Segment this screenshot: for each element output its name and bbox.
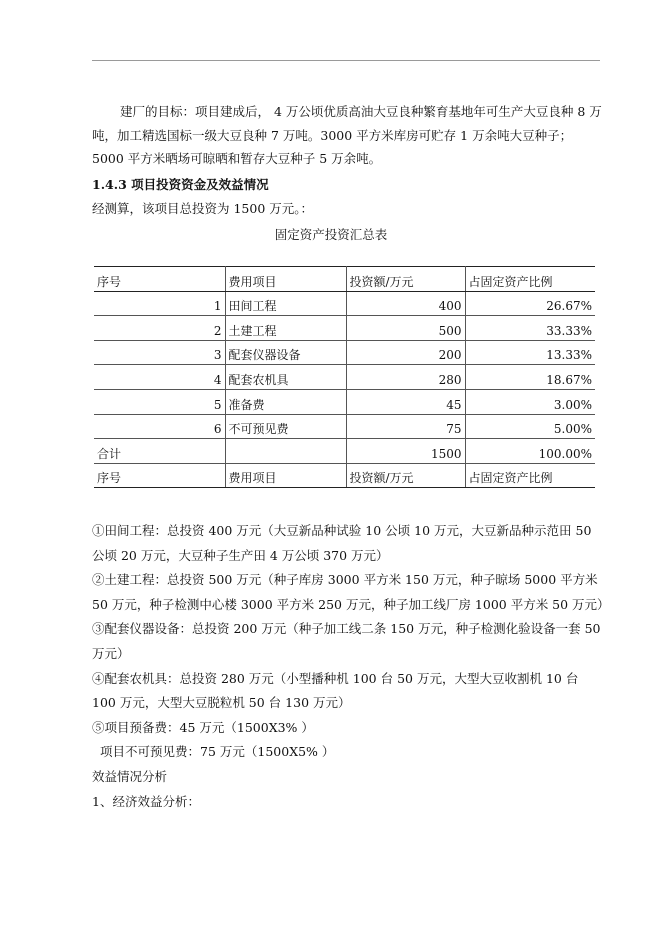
row-no: 6 — [94, 414, 225, 439]
row-no: 5 — [94, 389, 225, 414]
header-cell: 费用项目 — [225, 267, 346, 292]
row-ratio: 26.67% — [465, 291, 595, 316]
row-no: 2 — [94, 316, 225, 341]
intro-paragraph: 建厂的目标：项目建成后， 4 万公顷优质高油大豆良种繁育基地年可生产大豆良种 8 万吨，加工精选国标一级大豆良种 7 万吨。3000 平方米库房可贮存 1 万余吨大豆种子；5000 平方米晒场可晾晒和暂存大豆种子 5 万余吨。 — [92, 104, 602, 166]
item-field-engineering: ①田间工程：总投资 400 万元（大豆新品种试验 10 公顷 10 万元，大豆新品种示范田 50 公顷 20 万元，大豆种子生产田 4 万公顷 370 万元） — [92, 523, 592, 563]
item-contingency-fee: 项目不可预见费：75 万元（1500X5% ） — [100, 744, 335, 760]
total-investment-line: 经测算，该项目总投资为 1500 万元。： — [92, 201, 314, 216]
table-row — [94, 291, 595, 316]
row-item: 配套仪器设备 — [225, 340, 346, 365]
row-item: 土建工程 — [225, 316, 346, 341]
row-item: 准备费 — [225, 389, 346, 414]
row-amount: 280 — [346, 365, 465, 390]
header-cell: 占固定资产比例 — [465, 267, 595, 292]
row-no: 3 — [94, 340, 225, 365]
row-amount: 500 — [346, 316, 465, 341]
row-item: 配套农机具 — [225, 365, 346, 390]
item-equipment: ③配套仪器设备：总投资 200 万元（种子加工线二条 150 万元，种子检测化验设备一套 50 万元） — [92, 621, 601, 661]
total-label: 合计 — [94, 439, 225, 464]
table-title: 固定资产投资汇总表 — [274, 227, 388, 242]
table-row — [94, 389, 595, 414]
table-row — [94, 340, 595, 365]
section-heading: 1.4.3 项目投资资金及效益情况 — [92, 177, 269, 192]
table-row — [94, 365, 595, 390]
row-ratio: 3.00% — [465, 389, 595, 414]
benefit-analysis-heading: 效益情况分析 — [92, 768, 168, 784]
total-amount: 1500 — [346, 439, 465, 464]
row-amount: 200 — [346, 340, 465, 365]
table-row — [94, 414, 595, 439]
row-ratio: 18.67% — [465, 365, 595, 390]
footer-header-cell: 序号 — [94, 463, 225, 488]
investment-breakdown — [92, 519, 610, 814]
item-reserve-fee: ⑤项目预备费：45 万元（1500X3% ） — [92, 719, 314, 735]
item-civil-engineering: ②土建工程：总投资 500 万元（种子库房 3000 平方米 150 万元，种子晾场 5000 平方米 50 万元，种子检测中心楼 3000 平方米 250 万元，种子加工线厂房 1000 平方米 50 万元） — [92, 572, 610, 612]
row-ratio: 13.33% — [465, 340, 595, 365]
footer-header-cell: 费用项目 — [225, 463, 346, 488]
row-ratio: 5.00% — [465, 414, 595, 439]
footer-header-cell: 投资额/万元 — [346, 463, 465, 488]
table-header-row — [94, 267, 595, 292]
table-total-row — [94, 439, 595, 464]
row-item: 田间工程 — [225, 291, 346, 316]
total-ratio: 100.00% — [465, 439, 595, 464]
economic-analysis-heading: 1、经济效益分析： — [92, 793, 200, 809]
table-row — [94, 316, 595, 341]
row-no: 1 — [94, 291, 225, 316]
row-amount: 400 — [346, 291, 465, 316]
item-machinery: ④配套农机具：总投资 280 万元（小型播种机 100 台 50 万元，大型大豆收割机 10 台 100 万元，大型大豆脱粒机 50 台 130 万元） — [92, 670, 579, 711]
row-amount: 45 — [346, 389, 465, 414]
footer-header-cell: 占固定资产比例 — [465, 463, 595, 488]
header-cell: 投资额/万元 — [346, 267, 465, 292]
investment-summary-table — [94, 266, 595, 488]
row-item: 不可预见费 — [225, 414, 346, 439]
header-cell: 序号 — [94, 267, 225, 292]
header-rule — [92, 60, 600, 61]
total-item — [225, 439, 346, 464]
row-no: 4 — [94, 365, 225, 390]
table-footer-header-row — [94, 463, 595, 488]
row-ratio: 33.33% — [465, 316, 595, 341]
row-amount: 75 — [346, 414, 465, 439]
